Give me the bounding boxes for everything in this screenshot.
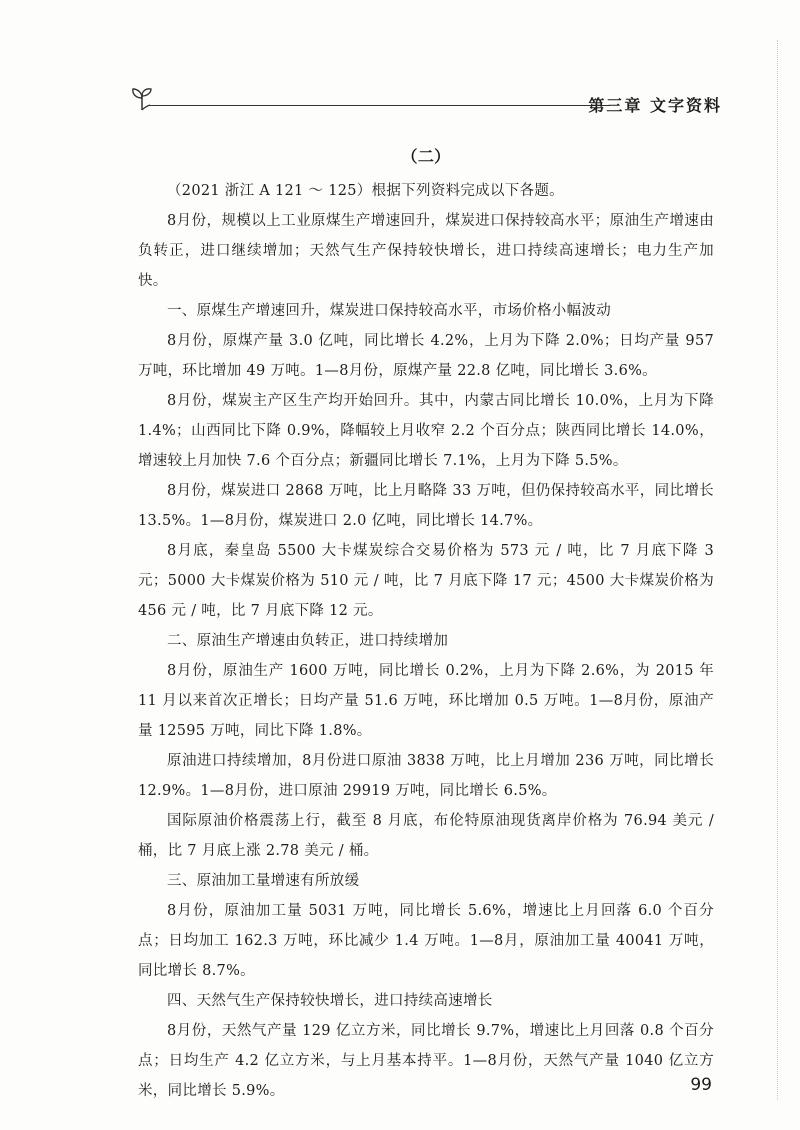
scan-edge xyxy=(777,40,794,1100)
page-number: 99 xyxy=(690,1075,712,1095)
paragraph-coal-regions: 8月份，煤炭主产区生产均开始回升。其中，内蒙古同比增长 10.0%，上月为下降 1.4%；山西同比下降 0.9%，降幅较上月收窄 2.2 个百分点；陕西同比增长 14.0%，增速较上月加快 7.6 个百分点；新疆同比增长 7.1%，上月为下降 5.5%。 xyxy=(138,393,714,469)
paragraph-coal-output: 8月份，原煤产量 3.0 亿吨，同比增长 4.2%，上月为下降 2.0%；日均产量 957 万吨，环比增加 49 万吨。1—8月份，原煤产量 22.8 亿吨，同比增长 3.6%。 xyxy=(138,333,714,379)
paragraph-oil-output: 8月份，原油生产 1600 万吨，同比增长 0.2%，上月为下降 2.6%，为 2015 年 11 月以来首次正增长；日均产量 51.6 万吨，环比增加 0.5 万吨。1—8月份，原油产量 12595 万吨，同比下降 1.8%。 xyxy=(138,663,714,739)
heading-oil-processing: 三、原油加工量增速有所放缓 xyxy=(167,873,360,889)
page-header xyxy=(128,84,728,114)
paragraph-oil-processing: 8月份，原油加工量 5031 万吨，同比增长 5.6%，增速比上月回落 6.0 个百分点；日均加工 162.3 万吨，环比减少 1.4 万吨。1—8月，原油加工量 40041 万吨，同比增长 8.7%。 xyxy=(138,903,714,979)
intro-paragraph: 8月份，规模以上工业原煤生产增速回升，煤炭进口保持较高水平；原油生产增速由负转正，进口继续增加；天然气生产保持较快增长，进口持续高速增长；电力生产加快。 xyxy=(138,213,714,289)
paragraph-gas-output: 8月份，天然气产量 129 亿立方米，同比增长 9.7%，增速比上月回落 0.8 个百分点；日均生产 4.2 亿立方米，与上月基本持平。1—8月份，天然气产量 1040 亿立方米，同比增长 5.9%。 xyxy=(138,1023,714,1099)
section-title: （二） xyxy=(401,147,451,166)
question-source: （2021 浙江 A 121 ～ 125）根据下列资料完成以下各题。 xyxy=(167,183,564,199)
heading-crude-oil: 二、原油生产增速由负转正，进口持续增加 xyxy=(167,633,449,649)
paragraph-oil-price: 国际原油价格震荡上行，截至 8 月底，布伦特原油现货离岸价格为 76.94 美元 / 桶，比 7 月底上涨 2.78 美元 / 桶。 xyxy=(138,813,714,859)
paragraph-oil-import: 原油进口持续增加，8月份进口原油 3838 万吨，比上月增加 236 万吨，同比增长 12.9%。1—8月份，进口原油 29919 万吨，同比增长 6.5%。 xyxy=(138,753,714,799)
document-body xyxy=(138,140,714,1106)
header-rule xyxy=(148,105,610,106)
paragraph-coal-import: 8月份，煤炭进口 2868 万吨，比上月略降 33 万吨，但仍保持较高水平，同比增长 13.5%。1—8月份，煤炭进口 2.0 亿吨，同比增长 14.7%。 xyxy=(138,483,714,529)
sprout-icon xyxy=(128,84,158,114)
chapter-title: 第三章 文字资料 xyxy=(588,96,722,115)
heading-natural-gas: 四、天然气生产保持较快增长，进口持续高速增长 xyxy=(167,993,493,1009)
paragraph-coal-price: 8月底，秦皇岛 5500 大卡煤炭综合交易价格为 573 元 / 吨，比 7 月底下降 3 元；5000 大卡煤炭价格为 510 元 / 吨，比 7 月底下降 17 元；4500 大卡煤炭价格为 456 元 / 吨，比 7 月底下降 12 元。 xyxy=(138,543,714,619)
heading-coal: 一、原煤生产增速回升，煤炭进口保持较高水平，市场价格小幅波动 xyxy=(167,303,611,319)
